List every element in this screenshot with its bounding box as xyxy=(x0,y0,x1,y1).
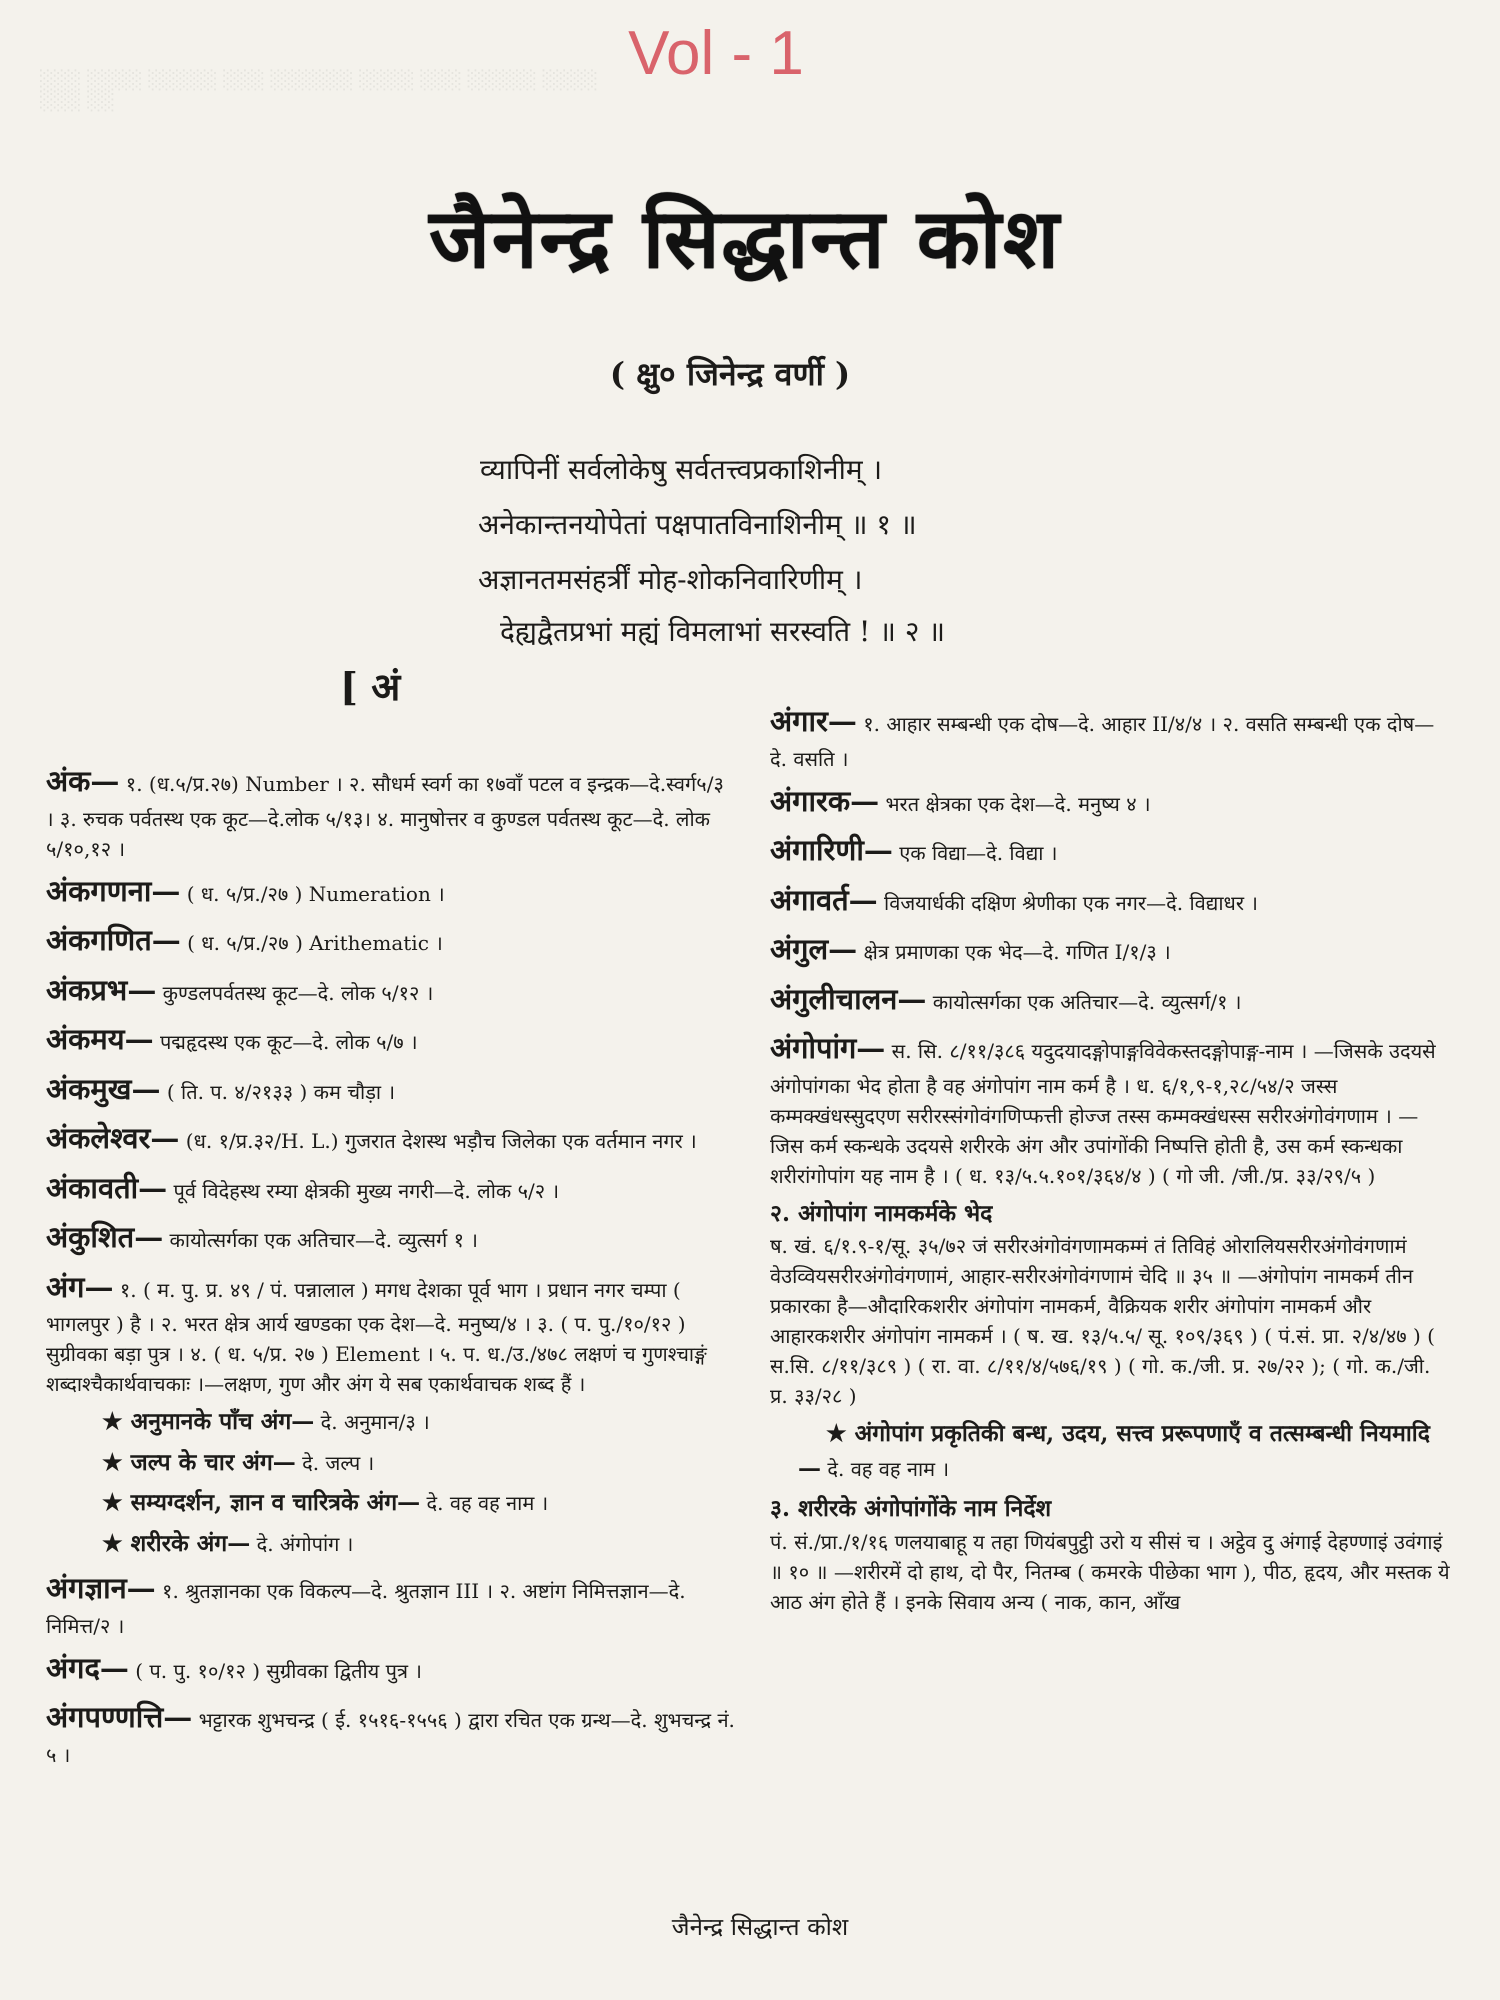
entry-headword: अंकप्रभ— xyxy=(46,972,157,1007)
entry-definition: १. श्रुतज्ञानका एक विकल्प—दे. श्रुतज्ञान III । २. अष्टांग निमित्तज्ञान—दे. निमित्त/२ । xyxy=(46,1579,686,1638)
page-footer: जैनेन्द्र सिद्धान्त कोश xyxy=(671,1913,849,1941)
dictionary-entry xyxy=(46,870,736,914)
dictionary-entry xyxy=(770,978,1450,1022)
entry-headword: अंगोपांग— xyxy=(770,1031,886,1065)
author-line: ( क्षु० जिनेन्द्र वर्णी ) xyxy=(609,355,851,393)
dictionary-entry xyxy=(46,1647,736,1691)
entry-headword: अंगुलीचालन— xyxy=(770,981,927,1016)
entry-headword: अंगावर्त— xyxy=(770,882,878,917)
entry-definition: कायोत्सर्गका एक अतिचार—दे. व्युत्सर्ग १ । xyxy=(163,1228,478,1252)
entry-headword: अंगारक— xyxy=(770,783,880,818)
dictionary-entry xyxy=(770,829,1450,873)
entry-headword: अंगुल— xyxy=(770,932,858,966)
dictionary-entry xyxy=(770,1197,1450,1412)
entry-definition: दे. जल्प । xyxy=(295,1450,375,1475)
dictionary-entry xyxy=(46,1405,736,1440)
entry-headword: अंकमय— xyxy=(46,1022,154,1056)
verse-line-1: व्यापिनीं सर्वलोकेषु सर्वतत्त्वप्रकाशिनीम् । xyxy=(480,453,883,486)
entry-definition: स. सि. ८/११/३८६ यदुदयादङ्गोपाङ्गविवेकस्तदङ्गोपाङ्ग-नाम । —जिसके उदयसे अंगोपांगका भेद होता है वह अंगोपांग नाम कर्म है । ध. ६/१,९-१,२८/५४/२ जस्स कम्मक्खंधस्सुदएण सरीरस्संगोवंगणिप्फत्ती होज्ज तस्स कम्मक्खंधस्स सरीरअंगोवंगणाम । —जिस कर्म स्कन्धके उदयसे शरीरके अंग और उपांगोंकी निष्पत्ति होती है, उस कर्म स्कन्धका शरीरांगोपांग यह नाम है । ( ध. १३/५.५.१०१/३६४/४ ) ( गो जी. /जी./प्र. ३३/२९/५ ) xyxy=(770,1039,1436,1188)
dictionary-entry xyxy=(770,700,1450,774)
entry-definition: १. (ध.५/प्र.२७) Number । २. सौधर्म स्वर्ग का १७वाँ पटल व इन्द्रक—दे.स्वर्ग५/३ । ३. रुचक पर्वतस्थ एक कूट—दे.लोक ५/१३। ४. मानुषोत्तर व कुण्डल पर्वतस्थ कूट—दे. लोक ५/१०,१२ । xyxy=(46,772,724,861)
dictionary-entry xyxy=(46,1216,736,1260)
cross-reference-headword: ★ अंगोपांग प्रकृतिकी बन्ध, उदय, सत्त्व प्ररूपणाएँ व तत्सम्बन्धी नियमादि— xyxy=(798,1420,1430,1482)
entry-definition: दे. अनुमान/३ । xyxy=(314,1410,430,1434)
dictionary-entry xyxy=(46,1567,736,1641)
dictionary-entry xyxy=(46,919,736,963)
entry-headword: अंकावती— xyxy=(46,1170,168,1205)
entry-headword: अंगद— xyxy=(46,1650,129,1685)
entry-definition: कायोत्सर्गका एक अतिचार—दे. व्युत्सर्ग/१ । xyxy=(926,989,1242,1014)
section-heading: [ अं xyxy=(340,664,401,709)
dictionary-entry xyxy=(770,780,1450,824)
dictionary-entry xyxy=(46,1446,736,1481)
entry-definition: दे. अंगोपांग । xyxy=(250,1531,354,1556)
dictionary-entry xyxy=(770,928,1450,972)
entry-definition: (ध. १/प्र.३२/H. L.) गुजरात देशस्थ भड़ौच जिलेका एक वर्तमान नगर । xyxy=(179,1129,697,1153)
entry-definition: ( ति. प. ४/२१३३ ) कम चौड़ा । xyxy=(160,1079,396,1104)
entry-definition: पूर्व विदेहस्थ रम्या क्षेत्रकी मुख्य नगरी—दे. लोक ५/२ । xyxy=(167,1178,560,1203)
dictionary-entry xyxy=(770,879,1450,923)
dictionary-entry xyxy=(46,760,736,864)
entry-definition: दे. वह वह नाम । xyxy=(420,1491,549,1515)
entry-definition: क्षेत्र प्रमाणका एक भेद—दे. गणित I/१/३ । xyxy=(857,940,1171,964)
entry-definition: १. आहार सम्बन्धी एक दोष—दे. आहार II/४/४ । २. वसति सम्बन्धी एक दोष—दे. वसति । xyxy=(770,712,1435,771)
entry-headword: अंगज्ञान— xyxy=(46,1571,156,1605)
entry-definition: विजयार्धकी दक्षिण श्रेणीका एक नगर—दे. विद्याधर । xyxy=(877,890,1258,915)
entry-definition: ( ध. ५/प्र./२७ ) Arithematic । xyxy=(180,931,443,955)
verse-line-4: देह्यद्वैतप्रभां मह्यं विमलाभां सरस्वति ! ॥ २ ॥ xyxy=(500,615,946,648)
entry-definition: दे. वह वह नाम । xyxy=(821,1456,950,1481)
dictionary-entry xyxy=(46,1167,736,1211)
entry-headword: अंकुशित— xyxy=(46,1220,164,1254)
entry-definition: एक विद्या—दे. विद्या । xyxy=(892,841,1058,865)
entry-definition: पद्महृदस्थ एक कूट—दे. लोक ५/७ । xyxy=(153,1030,418,1054)
entry-definition: कुण्डलपर्वतस्थ कूट—दे. लोक ५/१२ । xyxy=(156,980,434,1005)
bleed-through-text: ░░░ ░░░░ ░░░░░ ░░░ ░░░░░░ ░░░░ ░░░ ░░░░░ ░░░░ ░░░ ░░ xyxy=(40,70,598,112)
left-column xyxy=(46,760,736,1776)
entry-definition: ष. खं. ६/१.९-१/सू. ३५/७२ जं सरीरअंगोवंगणामकम्मं तं तिविहं ओरालियसरीरअंगोवंगणामं वेउव्वियसरीरअंगोवंगणामं, आहार-सरीरअंगोवंगणामं चेदि ॥ ३५ ॥ —अंगोपांग नामकर्म तीन प्रकारका है—औदारिकशरीर अंगोपांग नामकर्म, वैक्रियक शरीर अंगोपांग नामकर्म और आहारकशरीर अंगोपांग नामकर्म । ( ष. ख. १३/५.५/ सू. १०९/३६९ ) ( पं.सं. प्रा. २/४/४७ ) ( स.सि. ८/११/३८९ ) ( रा. वा. ८/११/४/५७६/१९ ) ( गो. क./जी. प्र. २७/२२ ); ( गो. क./जी. प्र. ३३/२८ ) xyxy=(770,1234,1435,1408)
dictionary-entry xyxy=(46,1266,736,1400)
dictionary-entry xyxy=(770,1417,1450,1486)
cross-reference-headword: ★ सम्यग्दर्शन, ज्ञान व चारित्रके अंग— xyxy=(102,1489,421,1516)
verse-line-3: अज्ञानतमसंहर्त्रीं मोह-शोकनिवारिणीम् । xyxy=(478,563,863,596)
dictionary-entry xyxy=(46,1527,736,1562)
volume-label: Vol - 1 xyxy=(628,19,804,88)
entry-definition: ( ध. ५/प्र./२७ ) Numeration । xyxy=(180,881,445,906)
entry-definition: ( प. पु. १०/१२ ) सुग्रीवका द्वितीय पुत्र । xyxy=(128,1658,422,1683)
dictionary-entry xyxy=(46,1696,736,1770)
entry-definition: १. ( म. पु. प्र. ४९ / पं. पन्नालाल ) मगध देशका पूर्व भाग । प्रधान नगर चम्पा ( भागलपुर ) है । २. भरत क्षेत्र आर्य खण्डका एक देश—दे. मनुष्य/४ । ३. ( प. पु./१०/१२ ) सुग्रीवका बड़ा पुत्र । ४. ( ध. ५/प्र. २७ ) Element । ५. प. ध./उ./४७८ लक्षणं च गुणश्चाङ्गं शब्दाश्चैकार्थवाचकाः ।—लक्षण, गुण और अंग ये सब एकार्थवाचक शब्द हैं । xyxy=(46,1277,707,1396)
entry-definition: भरत क्षेत्रका एक देश—दे. मनुष्य ४ । xyxy=(879,791,1151,816)
dictionary-entry xyxy=(46,1018,736,1062)
entry-headword: अंकमुख— xyxy=(46,1071,161,1106)
entry-headword: अंकगणना— xyxy=(46,873,181,908)
cross-reference-headword: ★ शरीरके अंग— xyxy=(102,1529,251,1557)
verse-line-2: अनेकान्तनयोपेतां पक्षपातविनाशिनीम् ॥ १ ॥ xyxy=(478,508,917,541)
entry-definition: पं. सं./प्रा./१/१६ णलयाबाहू य तहा णियंबपुट्ठी उरो य सीसं च । अट्ठेव दु अंगाई देहण्णाइं उवंगाइं ॥ १० ॥ —शरीरमें दो हाथ, दो पैर, नितम्ब ( कमरके पीछेका भाग ), पीठ, हृदय, और मस्तक ये आठ अंग होते हैं । इनके सिवाय अन्य ( नाक, कान, आँख xyxy=(770,1529,1450,1614)
entry-definition: भट्टारक शुभचन्द्र ( ई. १५१६-१५५६ ) द्वारा रचित एक ग्रन्थ—दे. शुभचन्द्र नं. ५ । xyxy=(46,1708,735,1767)
book-title: जैनेन्द्र सिद्धान्त कोश xyxy=(429,191,1061,287)
dictionary-entry xyxy=(46,969,736,1013)
entry-headword: अंक— xyxy=(46,764,120,798)
entry-headword: अंगारिणी— xyxy=(770,833,893,867)
dictionary-entry xyxy=(46,1068,736,1112)
dictionary-entry xyxy=(770,1492,1450,1617)
dictionary-entry xyxy=(46,1486,736,1521)
cross-reference-headword: ★ अनुमानके पाँच अंग— xyxy=(102,1408,315,1435)
subsection-heading: ३. शरीरके अंगोपांगोंके नाम निर्देश xyxy=(770,1495,1052,1522)
dictionary-entry xyxy=(770,1027,1450,1191)
entry-headword: अंकलेश्वर— xyxy=(46,1121,180,1155)
subsection-heading: २. अंगोपांग नामकर्मके भेद xyxy=(770,1199,993,1227)
right-column xyxy=(770,700,1450,1623)
dictionary-entry xyxy=(46,1117,736,1161)
entry-headword: अंकगणित— xyxy=(46,923,181,957)
entry-headword: अंगपण्णत्ति— xyxy=(46,1700,193,1734)
entry-headword: अंगार— xyxy=(770,704,857,738)
entry-headword: अंग— xyxy=(46,1269,114,1304)
cross-reference-headword: ★ जल्प के चार अंग— xyxy=(102,1448,296,1476)
